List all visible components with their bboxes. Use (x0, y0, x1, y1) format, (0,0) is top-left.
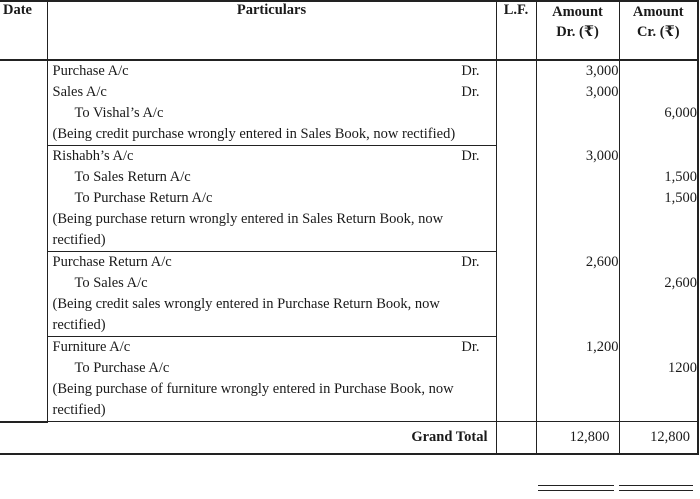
credit-account-line (53, 167, 496, 188)
debit-amount: 2,600 (585, 253, 619, 270)
account-name: Furniture A/c (52, 339, 131, 355)
credit-amount-cell (619, 337, 698, 422)
debit-account-line (53, 146, 496, 167)
debit-amount: 1,200 (585, 338, 619, 355)
narration: (Being purchase return wrongly entered in Sales Return Book, now rectified) (52, 211, 444, 248)
debit-account-line (53, 252, 496, 273)
debit-amount (537, 103, 619, 124)
credit-account-line (53, 273, 496, 294)
account-name: Purchase Return A/c (52, 254, 172, 270)
double-rule-cr (619, 485, 693, 491)
grand-total-label: Grand Total (0, 422, 496, 454)
credit-account-line (53, 188, 496, 209)
header-lf: L.F. (496, 1, 536, 60)
grand-total-row (0, 422, 698, 454)
particulars-lines (48, 337, 496, 421)
dr-marker: Dr. (461, 63, 480, 79)
account-name: To Sales A/c (74, 275, 148, 291)
particulars-lines (48, 252, 496, 336)
journal-entry (0, 252, 698, 337)
header-amount-dr-line1: Amount (552, 4, 603, 20)
credit-amount (620, 337, 698, 358)
credit-amount: 2,600 (664, 274, 697, 291)
narration: (Being credit sales wrongly entered in Purchase Return Book, now rectified) (52, 296, 440, 333)
journal-entry (0, 337, 698, 422)
header-amount-dr (536, 1, 619, 60)
credit-amount (620, 61, 698, 82)
dr-marker: Dr. (461, 339, 480, 355)
particulars-cell (47, 60, 496, 146)
credit-amount: 6,000 (664, 105, 697, 121)
journal-entry (0, 146, 698, 252)
particulars-lines (48, 61, 496, 145)
journal-entry (0, 60, 698, 146)
header-amount-cr (619, 1, 698, 60)
grand-total-cr: 12,800 (619, 422, 698, 454)
debit-amount: 3,000 (585, 84, 619, 100)
date-cell (0, 60, 47, 422)
credit-amount-cell (619, 146, 698, 252)
debit-account-line (53, 61, 496, 82)
debit-amount-cell (536, 146, 619, 252)
header-amount-cr-line1: Amount (632, 4, 684, 20)
debit-amount (537, 167, 619, 188)
credit-account-line (53, 358, 496, 379)
lf-cell (496, 252, 536, 337)
account-name: To Sales Return A/c (74, 169, 191, 185)
dr-marker: Dr. (461, 254, 480, 270)
credit-amount: 1,500 (664, 168, 697, 185)
credit-amount (620, 252, 698, 273)
debit-amount (537, 358, 619, 379)
particulars-lines (48, 146, 496, 251)
account-name: Rishabh’s A/c (52, 148, 134, 164)
debit-amount (537, 188, 619, 209)
credit-amount (620, 82, 698, 103)
credit-amount: 1,500 (664, 189, 697, 206)
debit-account-line (53, 337, 496, 358)
account-name: To Vishal’s A/c (74, 105, 164, 121)
credit-amount (620, 146, 698, 167)
account-name: To Purchase A/c (74, 360, 170, 376)
header-particulars: Particulars (47, 1, 496, 60)
particulars-cell (47, 146, 496, 252)
debit-amount-cell (536, 60, 619, 146)
header-date: Date (0, 1, 47, 60)
account-name: To Purchase Return A/c (74, 190, 213, 206)
account-name: Purchase A/c (52, 63, 129, 79)
debit-amount: 3,000 (585, 63, 619, 79)
debit-amount-cell (536, 252, 619, 337)
particulars-cell (47, 337, 496, 422)
credit-amount-cell (619, 252, 698, 337)
debit-account-line (53, 82, 496, 103)
grand-total-dr: 12,800 (536, 422, 619, 454)
lf-cell (496, 337, 536, 422)
dr-marker: Dr. (461, 84, 480, 100)
credit-amount: 1200 (668, 359, 697, 376)
header-row (0, 1, 698, 60)
dr-marker: Dr. (461, 148, 480, 164)
debit-amount-cell (536, 337, 619, 422)
account-name: Sales A/c (52, 84, 107, 100)
narration: (Being purchase of furniture wrongly entered in Purchase Book, now rectified) (52, 381, 454, 418)
particulars-cell (47, 252, 496, 337)
narration: (Being credit purchase wrongly entered in Sales Book, now rectified) (52, 126, 456, 142)
grand-total-lf (496, 422, 536, 454)
header-amount-cr-line2: Cr. (₹) (636, 24, 680, 40)
header-amount-dr-line2: Dr. (₹) (556, 24, 599, 40)
credit-account-line (53, 103, 496, 124)
double-rule-dr (538, 485, 614, 491)
lf-cell (496, 146, 536, 252)
credit-amount-cell (619, 60, 698, 146)
debit-amount (537, 273, 619, 294)
debit-amount: 3,000 (585, 147, 619, 164)
lf-cell (496, 60, 536, 146)
